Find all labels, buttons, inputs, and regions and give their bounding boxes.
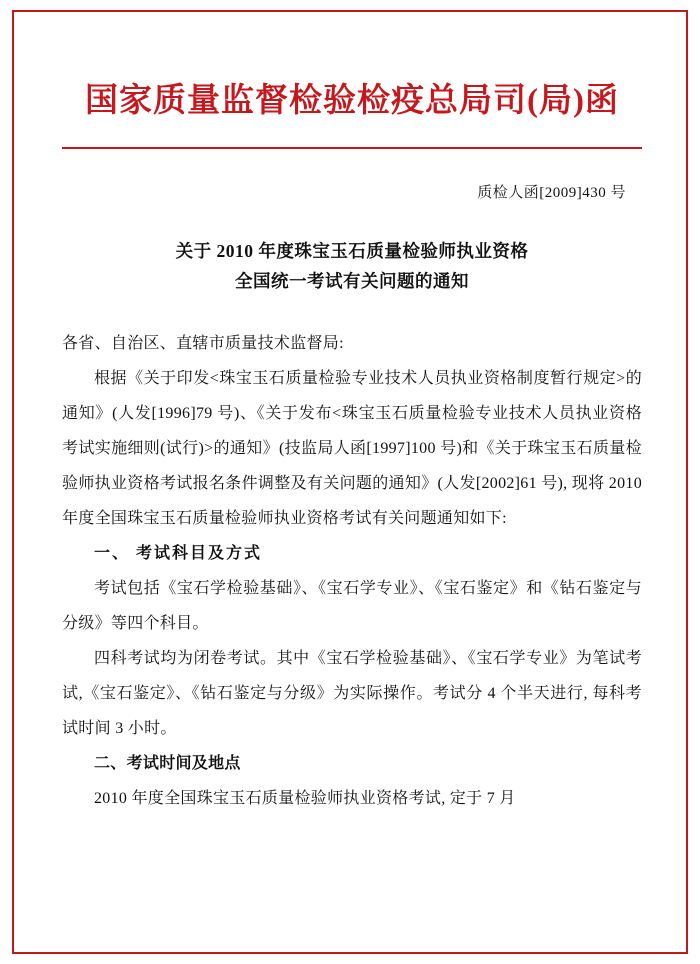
section-2-paragraph-1: 2010 年度全国珠宝玉石质量检验师执业资格考试, 定于 7 月 xyxy=(94,790,516,807)
page-border xyxy=(12,10,688,954)
document-title xyxy=(62,236,642,296)
section-heading-1: 一、 考试科目及方式 xyxy=(94,545,263,562)
document-title-line-1: 关于 2010 年度珠宝玉石质量检验师执业资格 xyxy=(175,241,529,261)
salutation: 各省、自治区、直辖市质量技术监督局: xyxy=(62,335,344,352)
document-body xyxy=(62,326,642,816)
section-heading-2: 二、考试时间及地点 xyxy=(94,755,241,772)
document-number: 质检人函[2009]430 号 xyxy=(477,185,626,201)
section-1-paragraph-1: 考试包括《宝石学检验基础》、《宝石学专业》、《宝石鉴定》和《钻石鉴定与分级》等四个科目。 xyxy=(62,580,642,632)
masthead-divider xyxy=(62,147,642,149)
page-content xyxy=(14,12,690,956)
document-title-line-2: 全国统一考试有关问题的通知 xyxy=(235,271,469,291)
masthead-title: 国家质量监督检验检疫总局司(局)函 xyxy=(85,83,619,119)
intro-paragraph: 根据《关于印发<珠宝玉石质量检验专业技术人员执业资格制度暂行规定>的通知》(人发[1996]79 号)、《关于发布<珠宝玉石质量检验专业技术人员执业资格考试实施细则(试行)>的通知》(技监局人函[1997]100 号)和《关于珠宝玉石质量检验师执业资格考试报名条件调整及有关问题的通知》(人发[2002]61 号), 现将 2010 年度全国珠宝玉石质量检验师执业资格考试有关问题通知如下: xyxy=(62,370,642,527)
section-1-paragraph-2: 四科考试均为闭卷考试。其中《宝石学检验基础》、《宝石学专业》为笔试考试,《宝石鉴定》、《钻石鉴定与分级》为实际操作。考试分 4 个半天进行, 每科考试时间 3 小时。 xyxy=(62,650,642,737)
